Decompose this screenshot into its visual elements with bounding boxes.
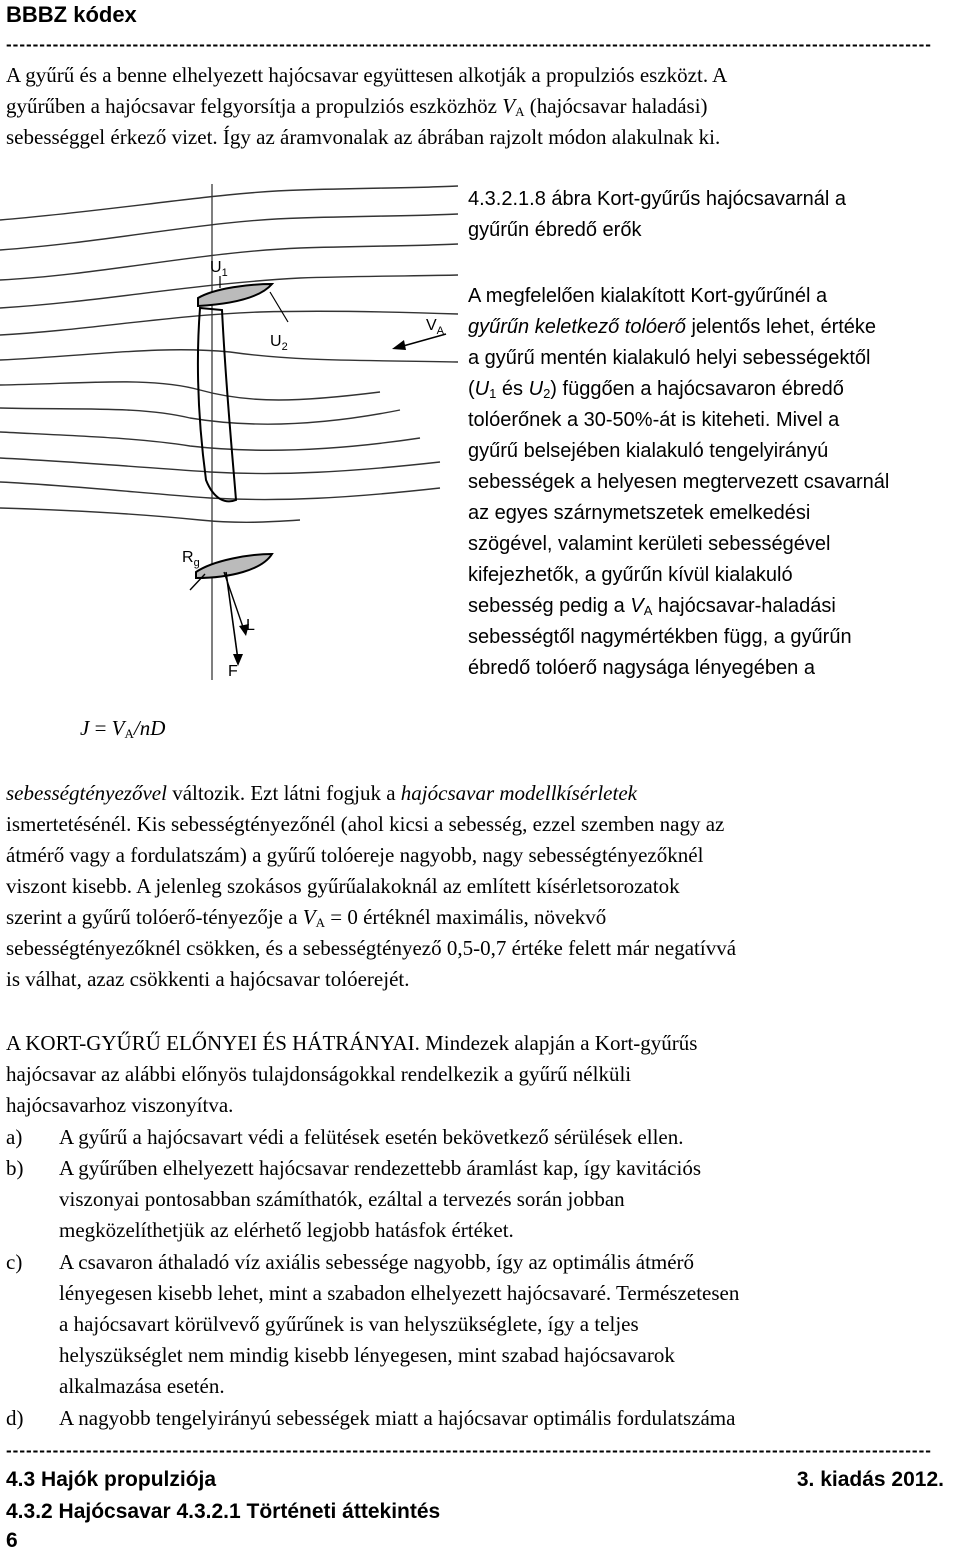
u2-pointer [270,292,288,322]
right-line: ébredő tolóerő nagysága lényegében a [468,657,815,679]
streamline [0,311,458,335]
ring-foil-upper [198,284,272,306]
footer-chapter: 4.3 Hajók propulziója [6,1468,217,1491]
va-arrowhead [392,340,406,350]
intro-line-1: A gyűrű és a benne elhelyezett hajócsavar együttesen alkotják a propulziós eszközt. A [6,63,728,87]
streamline [0,244,458,280]
caption-line-2: gyűrűn ébredő erők [468,219,642,241]
right-line: sebességek a helyesen megtervezett csavarnál [468,471,890,493]
right-line: sebességtől nagymértékben függ, a gyűrűn [468,626,852,648]
list-text: A gyűrűben elhelyezett hajócsavar rendezettebb áramlást kap, így kavitációs [59,1156,701,1180]
right-line: sebesség pedig a $V_A$ hajócsavar-haladási [468,595,836,618]
right-line: kifejezhetők, a gyűrűn kívül kialakuló [468,564,793,586]
figure-caption [468,184,846,246]
right-line: gyűrűn keletkező tolóerő jelentős lehet, értéke [468,316,877,338]
footer-edition: 3. kiadás 2012. [796,1468,944,1491]
intro-line-3: sebességgel érkező vizet. Így az áramvonalak az ábrában rajzolt módon alakulnak ki. [6,125,721,149]
right-line: az egyes szárnymetszetek emelkedési [468,502,811,524]
streamlines [0,184,458,680]
intro-paragraph [6,60,727,153]
label-u2: $U_2$ [270,333,288,353]
body-line: is válhat, azaz csökkenti a hajócsavar tolóerejét. [6,967,410,991]
force-l-arrow [224,572,244,630]
streamline [0,214,458,250]
document-header-title: BBBZ kódex [6,2,137,27]
body-line: viszont kisebb. A jelenleg szokásos gyűrűalakoknál az említett kísérletsorozatok [6,874,680,898]
streamline [0,508,300,522]
streamline [0,432,420,450]
force-f-arrow [226,572,238,660]
list-text: megközelíthetjük az elérhető legjobb hatásfok értéket. [59,1218,514,1242]
list-text: alkalmazása esetén. [59,1374,225,1398]
page-number: 6 [6,1529,18,1552]
list-text: A gyűrű a hajócsavart védi a felütések esetén bekövetkező sérülések ellen. [59,1125,684,1149]
list-label: d) [6,1406,24,1430]
section-paragraph [6,1028,697,1121]
list-text: lényegesen kisebb lehet, mint a szabadon elhelyezett hajócsavaré. Természetesen [59,1281,740,1305]
kort-nozzle-figure [0,180,460,690]
body-line: átmérő vagy a fordulatszám) a gyűrű tolóereje nagyobb, nagy sebességtényezőknél [6,843,704,867]
label-f: F [228,663,238,680]
streamline [0,186,458,220]
footer-rule: ------------------------------------------------------------------------------------------------------------------------------------------- [6,1444,932,1458]
list-label: a) [6,1125,23,1149]
ring-foil-lower [196,554,272,578]
label-u1: $U_1$ [210,259,228,279]
list-text: a hajócsavart körülvevő gyűrűnek is van helyszükséglete, így a teljes [59,1312,639,1336]
streamline [0,482,440,500]
footer-section: 4.3.2 Hajócsavar 4.3.2.1 Történeti áttekintés [6,1500,441,1523]
right-line: tolóerőnek a 30-50%-át is kiteheti. Mivel a [468,409,840,431]
list-text: helyszükséglet nem mindig kisebb lényegesen, mint szabad hajócsavarok [59,1343,675,1367]
label-va: $V_A$ [426,317,445,337]
right-line: szögével, valamint kerületi sebességével [468,533,831,555]
section-line: A KORT-GYŰRŰ ELŐNYEI ÉS HÁTRÁNYAI. Mindezek alapján a Kort-gyűrűs [6,1031,698,1055]
list-label: b) [6,1156,24,1180]
body-paragraph [6,778,736,995]
list-text: A nagyobb tengelyirányú sebességek miatt a hajócsavar optimális fordulatszáma [59,1406,736,1430]
right-line: ($U_1$ és $U_2$) függően a hajócsavaron ébredő [468,378,844,401]
section-line: hajócsavar az alábbi előnyös tulajdonságokkal rendelkezik a gyűrű nélküli [6,1062,632,1086]
section-line: hajócsavarhoz viszonyítva. [6,1093,234,1117]
body-line: szerint a gyűrű tolóerő-tényezője a $V_A = 0$ értéknél maximális, növekvő [6,905,607,930]
advance-ratio-formula: $J = V_A/nD$ [80,716,166,741]
label-rg: $R_g$ [182,549,200,569]
streamline [0,458,440,474]
caption-line-1: 4.3.2.1.8 ábra Kort-gyűrűs hajócsavarnál a [468,188,846,210]
body-line: ismertetésénél. Kis sebességtényezőnél (ahol kicsi a sebesség, ezzel szemben nagy az [6,812,725,836]
label-l: L [246,617,255,634]
list-label: c) [6,1250,23,1274]
list-text: A csavaron áthaladó víz axiális sebessége nagyobb, így az optimális átmérő [59,1250,695,1274]
right-line: a gyűrű mentén kialakuló helyi sebességektől [468,347,871,369]
body-line: sebességtényezővel változik. Ezt látni fogjuk a hajócsavar modellkísérletek [6,781,637,805]
body-line: sebességtényezőknél csökken, és a sebességtényező 0,5-0,7 értéke felett már negatívvá [6,936,737,960]
list-text: viszonyai pontosabban számíthatók, ezáltal a tervezés során jobban [59,1187,625,1211]
right-line: gyűrű belsejében kialakuló tengelyirányú [468,440,829,462]
header-rule: ------------------------------------------------------------------------------------------------------------------------------------------- [6,38,932,52]
streamline [0,382,380,400]
intro-line-2: gyűrűben a hajócsavar felgyorsítja a propulziós eszközhöz $V_A$ (hajócsavar haladási) [6,94,708,119]
right-line: A megfelelően kialakított Kort-gyűrűnél a [468,285,828,307]
streamline [0,350,458,362]
right-column-paragraph [468,281,889,684]
